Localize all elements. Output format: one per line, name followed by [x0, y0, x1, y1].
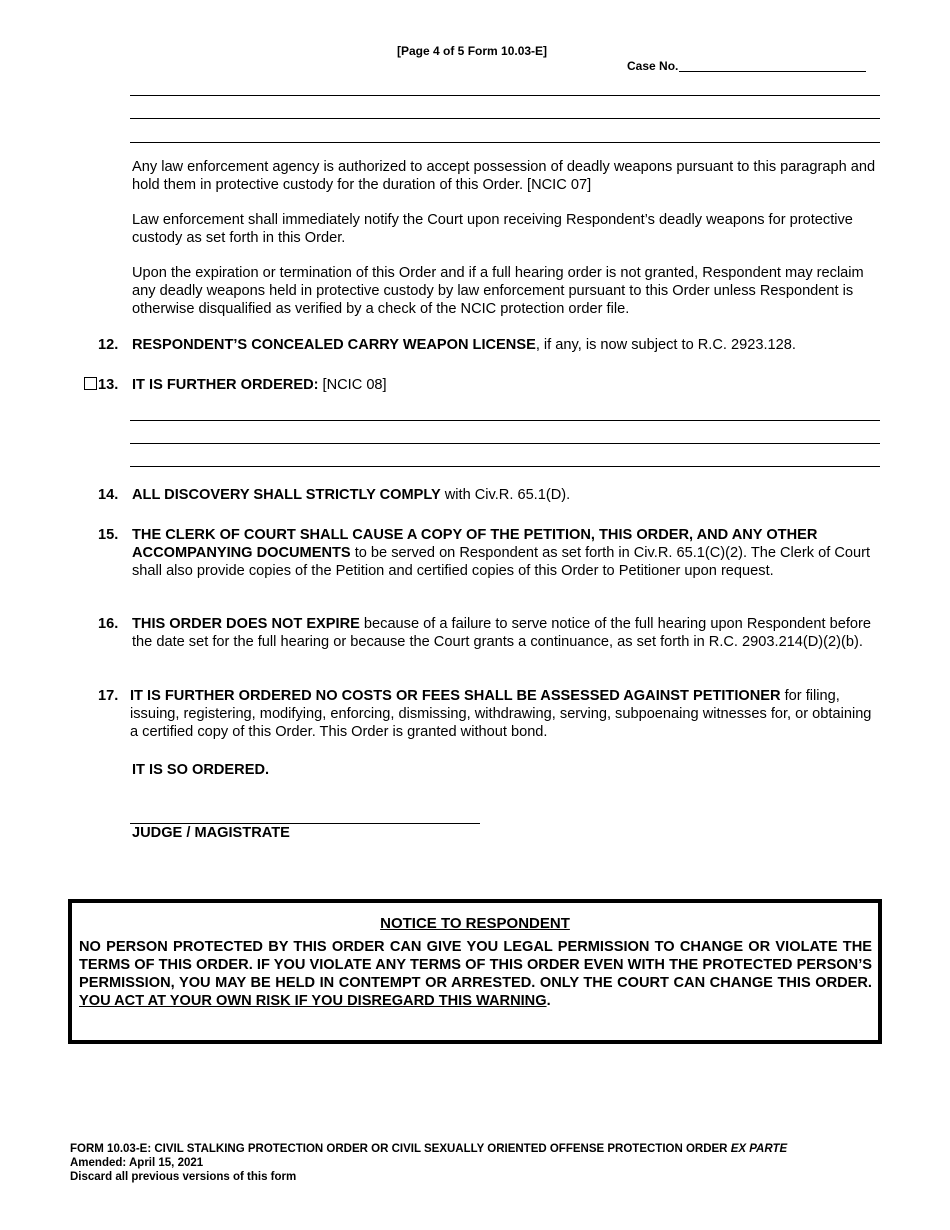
item-heading: ALL DISCOVERY SHALL STRICTLY COMPLY	[132, 487, 441, 503]
order-item-15	[98, 526, 878, 580]
notice-body	[79, 938, 872, 1010]
paragraph-notify-court: Law enforcement shall immediately notify the Court upon receiving Respondent’s deadly weapons for protective custody as set forth in this Order.	[132, 212, 853, 246]
item-text: to be served on Respondent as set forth in Civ.R. 65.1(C)(2). The Clerk of Court shall also provide copies of the Petition and certified copies of this Order to Petitioner upon request.	[132, 545, 871, 579]
item-text: because of a failure to serve notice of the full hearing upon Respondent before the date set for the full hearing or because the Court grants a continuance, as set forth in R.C. 2903.214(D)(2)(b).	[132, 616, 871, 650]
order-item-17	[98, 687, 878, 741]
item-text: with Civ.R. 65.1(D).	[440, 487, 571, 503]
fill-in-line[interactable]	[130, 118, 880, 119]
fill-in-line[interactable]	[130, 443, 880, 444]
amended-date: Amended: April 15, 2021	[70, 1157, 204, 1169]
item-number: 12.	[98, 337, 119, 353]
notice-warning: YOU ACT AT YOUR OWN RISK IF YOU DISREGARD THIS WARNING	[79, 993, 547, 1009]
item-number: 17.	[98, 688, 119, 704]
judge-signature-line[interactable]	[130, 823, 480, 824]
item-number: 13.	[98, 377, 119, 393]
discard-notice: Discard all previous versions of this form	[70, 1171, 297, 1183]
so-ordered-text: IT IS SO ORDERED.	[132, 762, 270, 778]
fill-in-line[interactable]	[130, 420, 880, 421]
item-heading: IT IS FURTHER ORDERED NO COSTS OR FEES SHALL BE ASSESSED AGAINST PETITIONER	[130, 688, 781, 704]
order-item-16	[98, 615, 878, 651]
form-footer-line	[70, 1142, 787, 1156]
item-heading: THIS ORDER DOES NOT EXPIRE	[132, 616, 360, 632]
notice-box	[68, 899, 882, 1044]
fill-in-line[interactable]	[130, 142, 880, 143]
item-13-checkbox[interactable]	[84, 377, 97, 390]
order-item-13	[98, 376, 878, 394]
order-item-12	[98, 336, 878, 354]
item-text: , if any, is now subject to R.C. 2923.128.	[535, 337, 796, 353]
item-heading: THE CLERK OF COURT SHALL CAUSE A COPY OF THE PETITION, THIS ORDER, AND ANY OTHER ACCOMPANYING DOCUMENTS	[132, 527, 818, 561]
item-text: [NCIC 08]	[318, 377, 387, 393]
item-number: 15.	[98, 527, 119, 543]
item-heading: RESPONDENT’S CONCEALED CARRY WEAPON LICENSE	[132, 337, 536, 353]
notice-period: .	[546, 993, 551, 1009]
item-number: 16.	[98, 616, 119, 632]
case-number-label: Case No.	[627, 59, 679, 73]
fill-in-line[interactable]	[130, 466, 880, 467]
form-title: FORM 10.03-E: CIVIL STALKING PROTECTION ORDER OR CIVIL SEXUALLY ORIENTED OFFENSE PROTECTION ORDER	[70, 1143, 731, 1155]
page-label: [Page 4 of 5 Form 10.03-E]	[397, 44, 548, 58]
notice-title: NOTICE TO RESPONDENT	[380, 915, 570, 932]
notice-text: NO PERSON PROTECTED BY THIS ORDER CAN GIVE YOU LEGAL PERMISSION TO CHANGE OR VIOLATE THE TERMS OF THIS ORDER. IF YOU VIOLATE ANY TERMS OF THIS ORDER EVEN WITH THE PROTECTED PERSON’S PERMISSION, YOU MAY BE HELD IN CONTEMPT OR ARRESTED. ONLY THE COURT CAN CHANGE THIS ORDER.	[79, 939, 872, 991]
paragraph-protective-custody: Any law enforcement agency is authorized to accept possession of deadly weapons pursuant to this paragraph and hold them in protective custody for the duration of this Order. [NCIC 07]	[132, 159, 876, 193]
item-number: 14.	[98, 487, 119, 503]
item-text: for filing, issuing, registering, modifying, enforcing, dismissing, withdrawing, serving, subpoenaing witnesses for, or obtaining a certified copy of this Order. This Order is granted without bond.	[130, 688, 872, 740]
signature-label: JUDGE / MAGISTRATE	[132, 825, 290, 841]
case-number-field[interactable]	[679, 71, 866, 72]
fill-in-line[interactable]	[130, 95, 880, 96]
paragraph-reclaim-weapons: Upon the expiration or termination of this Order and if a full hearing order is not granted, Respondent may reclaim any deadly weapons held in protective custody by law enforcement pursuant to this Order unless Respondent is otherwise disqualified as verified by a check of the NCIC protection order file.	[132, 265, 864, 317]
item-heading: IT IS FURTHER ORDERED:	[132, 377, 319, 393]
form-title-ex-parte: EX PARTE	[730, 1143, 788, 1155]
order-item-14	[98, 486, 878, 504]
